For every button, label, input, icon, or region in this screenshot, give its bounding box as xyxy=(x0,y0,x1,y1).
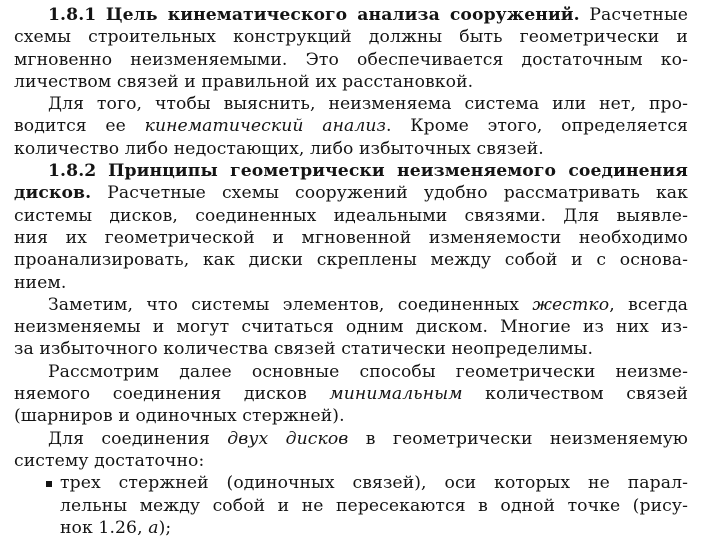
text-run: . Кроме этого, определяется xyxy=(386,116,688,137)
bullet-list-item xyxy=(14,472,688,494)
paragraph-line: мгновенно неизменяемыми. Это обеспечивается достаточным ко- xyxy=(14,49,688,70)
paragraph-line: за избыточного количества связей статически неопределимы. xyxy=(14,339,594,360)
paragraph-line: лельны между собой и не пересекаются в одной точке (рису- xyxy=(60,495,688,516)
section-1-8-2 xyxy=(14,160,688,539)
text-run: Расчетные xyxy=(589,5,688,25)
paragraph-line xyxy=(14,294,688,316)
paragraph-line xyxy=(14,182,688,204)
text-run: няемого соединения дисков xyxy=(14,384,330,405)
section-title: Принципы геометрически неизменяемого соединения xyxy=(108,161,688,182)
paragraph-line xyxy=(14,115,688,137)
paragraph-line: Для того, чтобы выяснить, неизменяема система или нет, про- xyxy=(48,94,688,115)
section-title: дисков. xyxy=(14,183,92,204)
paragraph-line: проанализировать, как диски скреплены между собой и с основа- xyxy=(14,250,688,271)
text-run: водится ее xyxy=(14,116,145,137)
section-number: 1.8.1 xyxy=(48,5,97,25)
text-run: ); xyxy=(158,517,172,538)
paragraph-line xyxy=(14,517,688,539)
text-run: количеством связей xyxy=(462,384,689,405)
emphasis-text: минимальным xyxy=(329,384,463,405)
section-1-8-1 xyxy=(14,4,688,160)
paragraph-line: схемы строительных конструкций должны быть геометрически и xyxy=(14,27,688,48)
paragraph-line xyxy=(14,160,688,182)
text-run: Расчетные схемы сооружений удобно рассматривать как xyxy=(91,183,688,204)
emphasis-text: кинематический анализ xyxy=(144,116,387,137)
paragraph-line xyxy=(14,428,688,450)
paragraph-line: личеством связей и правильной их расстановкой. xyxy=(14,71,474,92)
paragraph-line xyxy=(14,383,688,405)
emphasis-text: жестко xyxy=(532,294,610,315)
emphasis-text: двух дисков xyxy=(227,428,349,449)
bullet-marker-icon xyxy=(46,481,52,487)
text-run: в геометрически неизменяемую xyxy=(348,428,688,449)
paragraph-line: неизменяемы и могут считаться одним диском. Многие из них из- xyxy=(14,317,688,338)
text-run: Для соединения xyxy=(48,428,228,449)
paragraph-line: (шарниров и одиночных стержней). xyxy=(14,406,345,427)
paragraph-line: нием. xyxy=(14,272,67,293)
paragraph-line: количество либо недостающих, либо избыточных связей. xyxy=(14,138,544,159)
text-run: трех стержней (одиночных связей), оси которых не парал- xyxy=(60,473,688,494)
paragraph-line xyxy=(14,4,688,26)
paragraph-line: ния их геометрической и мгновенной изменяемости необходимо xyxy=(14,227,688,248)
section-number: 1.8.2 xyxy=(48,161,97,182)
paragraph-line: Рассмотрим далее основные способы геометрически неизме- xyxy=(48,361,688,382)
text-run: нок 1.26, xyxy=(60,517,149,538)
paragraph-line: системы дисков, соединенных идеальными связями. Для выявле- xyxy=(14,205,688,226)
section-title: Цель кинематического анализа сооружений. xyxy=(105,5,580,25)
text-run: Заметим, что системы элементов, соединенных xyxy=(48,294,533,315)
text-run: , всегда xyxy=(609,294,688,315)
paragraph-line: систему достаточно: xyxy=(14,450,205,471)
emphasis-text: а xyxy=(148,517,159,538)
